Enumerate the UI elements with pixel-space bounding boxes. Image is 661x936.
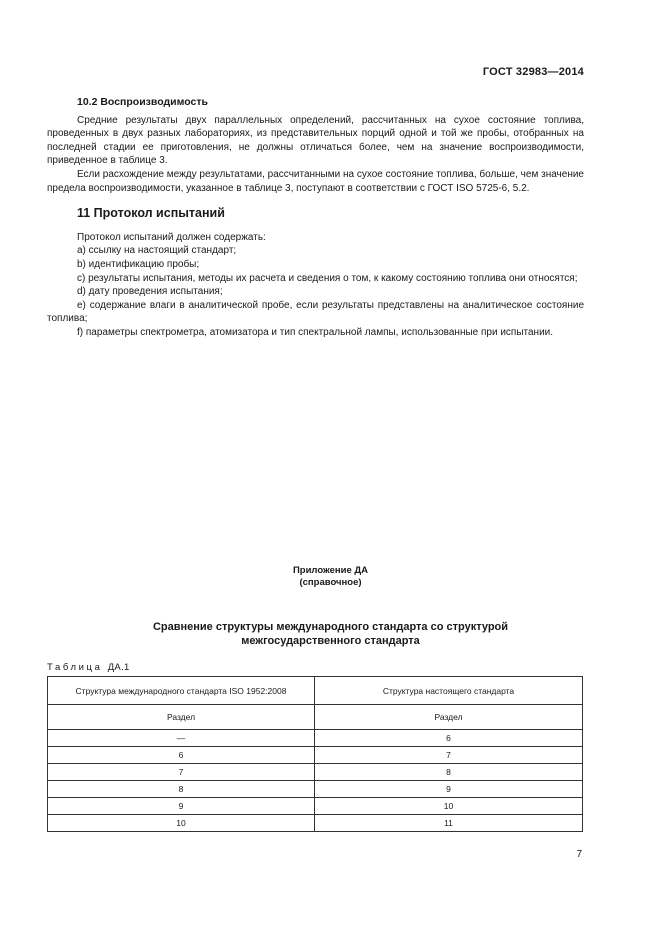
list-item-a: a) ссылку на настоящий стандарт; — [77, 245, 237, 257]
appendix-title-line-2: межгосударственного стандарта — [241, 634, 420, 647]
comparison-table — [47, 676, 583, 832]
table-cell: 10 — [315, 798, 583, 815]
table-cell: 8 — [315, 764, 583, 781]
table-caption — [47, 662, 130, 673]
table-row — [48, 764, 583, 781]
section-11-heading: 11 Протокол испытаний — [77, 206, 225, 221]
table-cell: 7 — [315, 747, 583, 764]
table-row — [48, 798, 583, 815]
appendix-title-line-1: Сравнение структуры международного стандарта со структурой — [152, 621, 509, 633]
table-cell: 6 — [48, 747, 315, 764]
table-header-row — [48, 677, 583, 705]
table-cell: 10 — [48, 815, 315, 832]
table-subheader-cell: Раздел — [315, 705, 583, 730]
table-cell: 9 — [48, 798, 315, 815]
table-row — [48, 781, 583, 798]
table-cell: — — [48, 730, 315, 747]
table-header-cell: Структура международного стандарта ISO 1952:2008 — [48, 677, 315, 705]
table-cell: 8 — [48, 781, 315, 798]
table-cell: 6 — [315, 730, 583, 747]
section-11-intro: Протокол испытаний должен содержать: — [77, 231, 266, 243]
list-item-f: f) параметры спектрометра, атомизатора и тип спектральной лампы, использованные при испытании. — [77, 326, 554, 338]
page-number: 7 — [576, 849, 582, 860]
table-caption-word: Таблица — [47, 662, 103, 673]
appendix-label: Приложение ДА — [292, 565, 369, 576]
table-caption-number: ДА.1 — [107, 662, 130, 673]
table-header-cell: Структура настоящего стандарта — [315, 677, 583, 705]
table-subheader-row — [48, 705, 583, 730]
section-10-2-paragraph-2: Если расхождение между результатами, рассчитанными на сухое состояние топлива, больше, чем значение предела воспроизводимости, указанное в таблице 3, поступают в соответствии с ГОСТ ISO 5725-6, 5.2. — [47, 168, 584, 194]
section-10-2-heading: 10.2 Воспроизводимость — [77, 96, 208, 108]
table-row — [48, 730, 583, 747]
standard-code: ГОСТ 32983—2014 — [482, 66, 584, 78]
appendix-kind: (справочное) — [299, 577, 362, 588]
list-item-e: e) содержание влаги в аналитической пробе, если результаты представлены на аналитическое состояние топлива; — [47, 299, 584, 325]
appendix-header — [0, 565, 661, 589]
list-item-b: b) идентификацию пробы; — [77, 258, 200, 270]
table-cell: 7 — [48, 764, 315, 781]
appendix-title — [0, 621, 661, 648]
table-subheader-cell: Раздел — [48, 705, 315, 730]
list-item-d: d) дату проведения испытания; — [77, 286, 223, 298]
list-item-c: c) результаты испытания, методы их расчета и сведения о том, к какому состоянию топлива они относятся; — [77, 272, 578, 284]
table-cell: 9 — [315, 781, 583, 798]
table-cell: 11 — [315, 815, 583, 832]
table-row — [48, 747, 583, 764]
body-text — [47, 96, 584, 340]
section-10-2-paragraph-1: Средние результаты двух параллельных определений, рассчитанных на сухое состояние топлива, проведенных в двух разных лабораториях, из представительных порций одной и той же пробы, отобранных на последней стадии ее приготовления, не должны отличаться более, чем на значение воспроизводимости, приведенное в таблице 3. — [47, 114, 584, 167]
table-row — [48, 815, 583, 832]
